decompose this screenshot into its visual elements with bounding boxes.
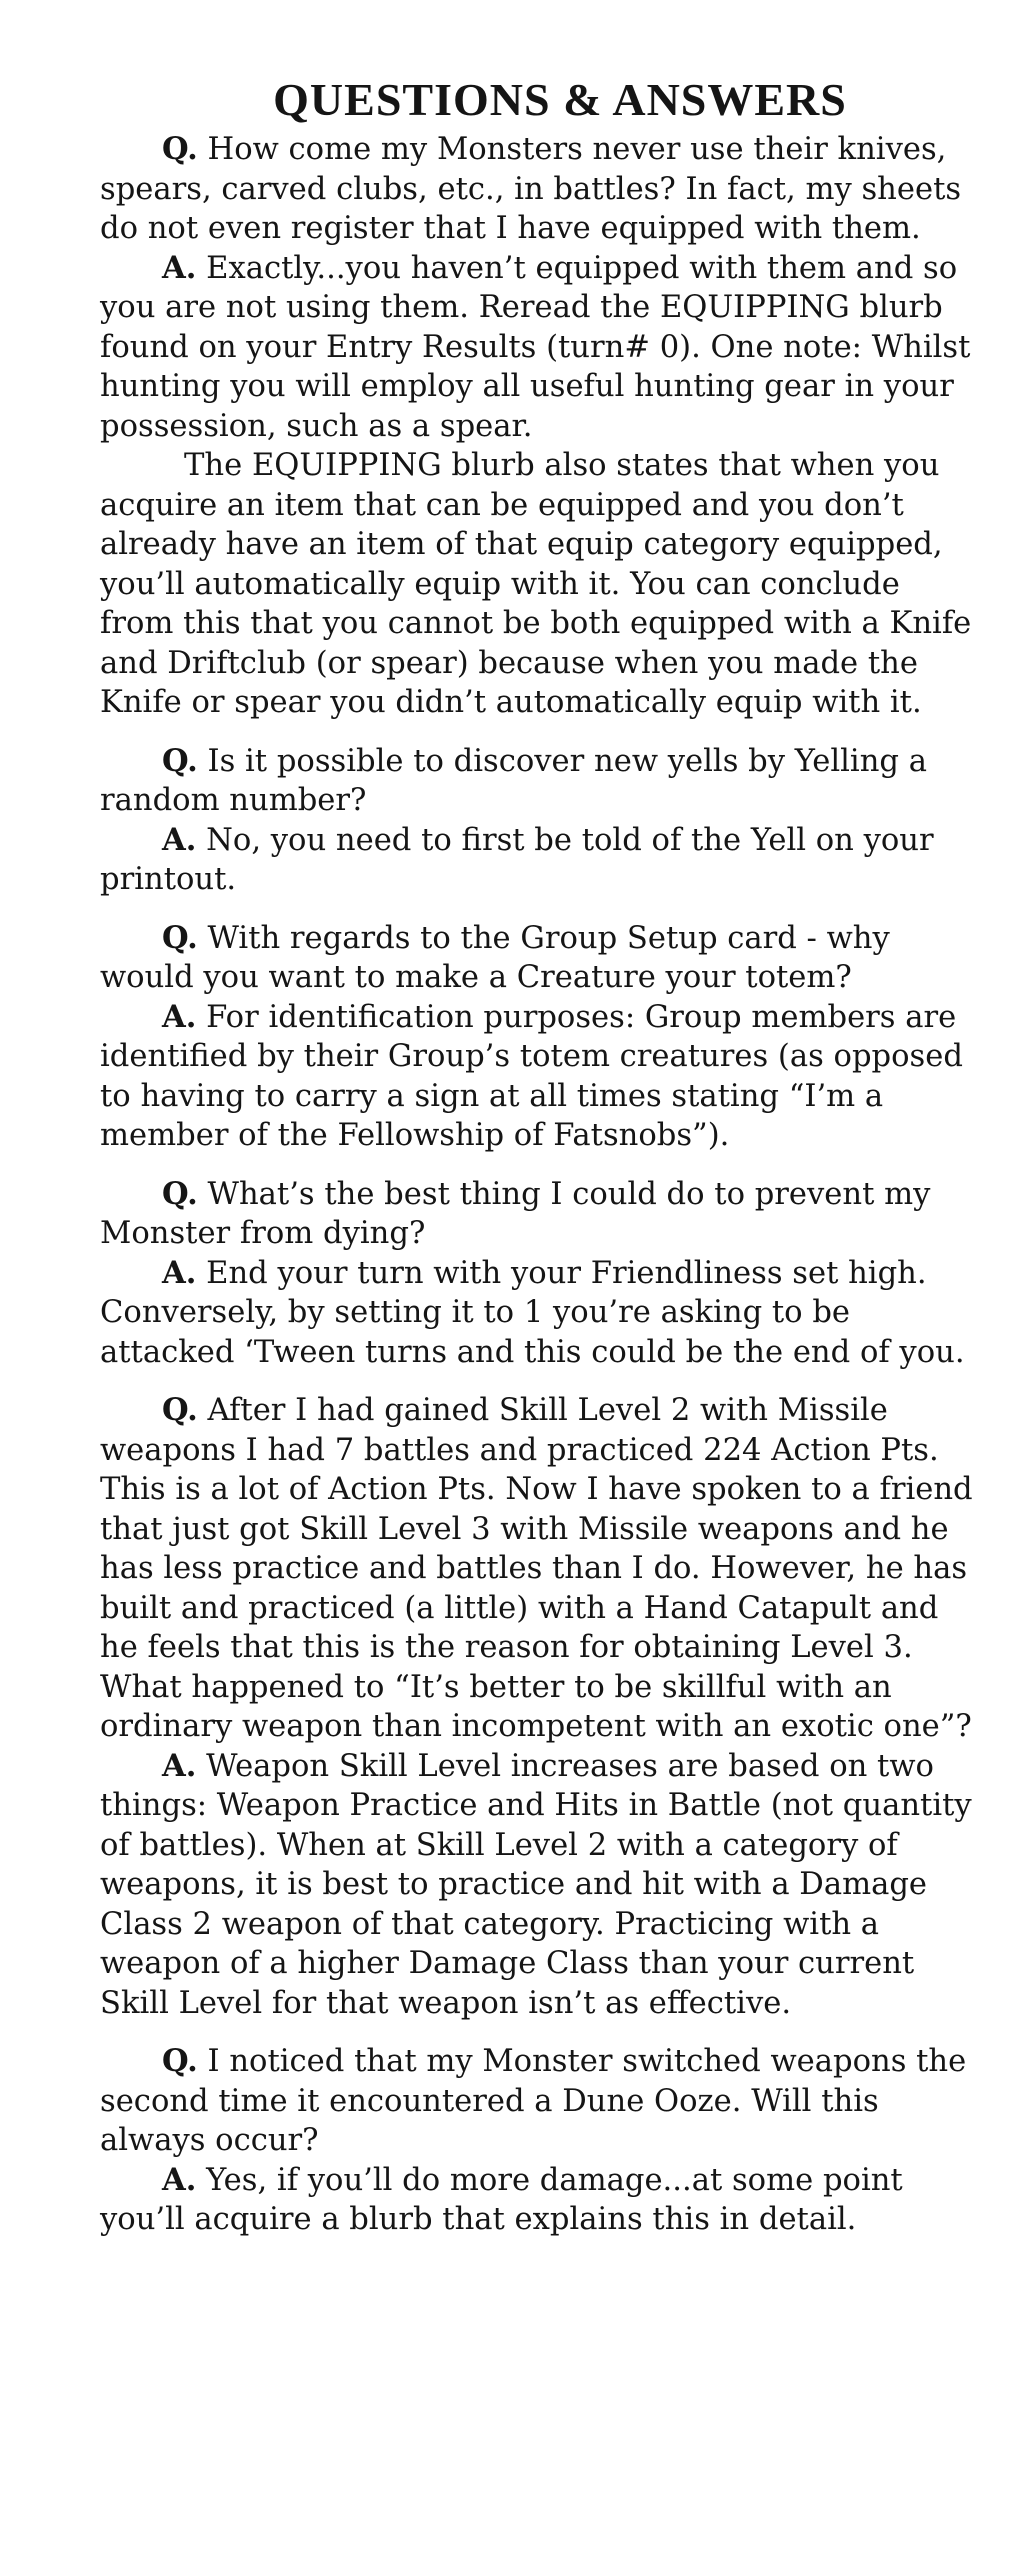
question [100, 1175, 980, 1254]
question-marker: Q. [162, 919, 198, 956]
question-text: Is it possible to discover new yells by Yelling a random number? [100, 743, 927, 818]
qa-item-switch-weapons [100, 2042, 980, 2240]
answer-text: No, you need to first be told of the Yell on your printout. [100, 822, 934, 897]
answer [100, 1747, 980, 2024]
answer-marker: A. [162, 998, 197, 1035]
question-text: After I had gained Skill Level 2 with Missile weapons I had 7 battles and practiced 224 Action Pts. This is a lot of Action Pts. Now I have spoken to a friend that just got Skill Level 3 with Missile weapons and he has less practice and battles than I do. However, he has built and practiced (a little) with a Hand Catapult and he feels that this is the reason for obtaining Level 3. What happened to “It’s better to be skillful with an ordinary weapon than incompetent with an exotic one”? [100, 1393, 973, 1744]
question-marker: Q. [162, 131, 198, 167]
qa-item-totem [100, 919, 980, 1156]
answer-text: Exactly...you haven’t equipped with them and so you are not using them. Reread the EQUIPPING blurb found on your Entry Results (turn# 0). One note: Whilst hunting you will employ all useful hunting gear in your possession, such as a spear. [100, 250, 971, 444]
question-text: How come my Monsters never use their knives, spears, carved clubs, etc., in battles? In fact, my sheets do not even register that I have equipped with them. [100, 132, 962, 246]
question-text: I noticed that my Monster switched weapons the second time it encountered a Dune Ooze. Will this always occur? [100, 2044, 967, 2158]
answer-marker: A. [162, 249, 197, 286]
page-title: QUESTIONS & ANSWERS [273, 74, 847, 125]
answer-text: For identification purposes: Group members are identified by their Group’s totem creatures (as opposed to having to carry a sign at all times stating “I’m a member of the Fellowship of Fatsnobs”). [100, 999, 963, 1153]
answer-text: Yes, if you’ll do more damage...at some point you’ll acquire a blurb that explains this in detail. [100, 2162, 903, 2237]
answer-text: End your turn with your Friendliness set high. Conversely, by setting it to 1 you’re asking to be attacked ‘Tween turns and this could be the end of you. [100, 1255, 965, 1370]
qa-item-skill-level [100, 1391, 980, 2023]
answer [100, 821, 980, 900]
answer-marker: A. [162, 2161, 197, 2198]
answer-text: Weapon Skill Level increases are based on two things: Weapon Practice and Hits in Battle (not quantity of battles). When at Skill Level 2 with a category of weapons, it is best to practice and hit with a Damage Class 2 weapon of that category. Practicing with a weapon of a higher Damage Class than your current Skill Level for that weapon isn’t as effective. [100, 1748, 972, 2021]
question-marker: Q. [162, 1175, 198, 1212]
qa-item-dying [100, 1175, 980, 1373]
qa-item-yells [100, 742, 980, 900]
question [100, 130, 980, 249]
question [100, 1391, 980, 1747]
question-text: With regards to the Group Setup card - why would you want to make a Creature your totem? [100, 920, 890, 995]
answer [100, 249, 980, 447]
question [100, 2042, 980, 2161]
question-marker: Q. [162, 1392, 198, 1428]
answer-marker: A. [162, 1254, 197, 1291]
answer-marker: A. [162, 1747, 197, 1784]
qa-document [100, 72, 980, 2240]
answer-marker: A. [162, 821, 197, 858]
question-marker: Q. [162, 742, 198, 779]
question [100, 919, 980, 998]
answer-continued: The EQUIPPING blurb also states that when you acquire an item that can be equipped and you don’t already have an item of that equip category equipped, you’ll automatically equip with it. You can conclude from this that you cannot be both equipped with a Knife and Driftclub (or spear) because when you made the Knife or spear you didn’t automatically equip with it. [100, 448, 972, 720]
answer [100, 2161, 980, 2240]
qa-item-equipping [100, 130, 980, 723]
answer [100, 1254, 980, 1373]
question [100, 742, 980, 821]
question-marker: Q. [162, 2043, 198, 2079]
question-text: What’s the best thing I could do to prevent my Monster from dying? [100, 1176, 931, 1251]
answer [100, 998, 980, 1156]
